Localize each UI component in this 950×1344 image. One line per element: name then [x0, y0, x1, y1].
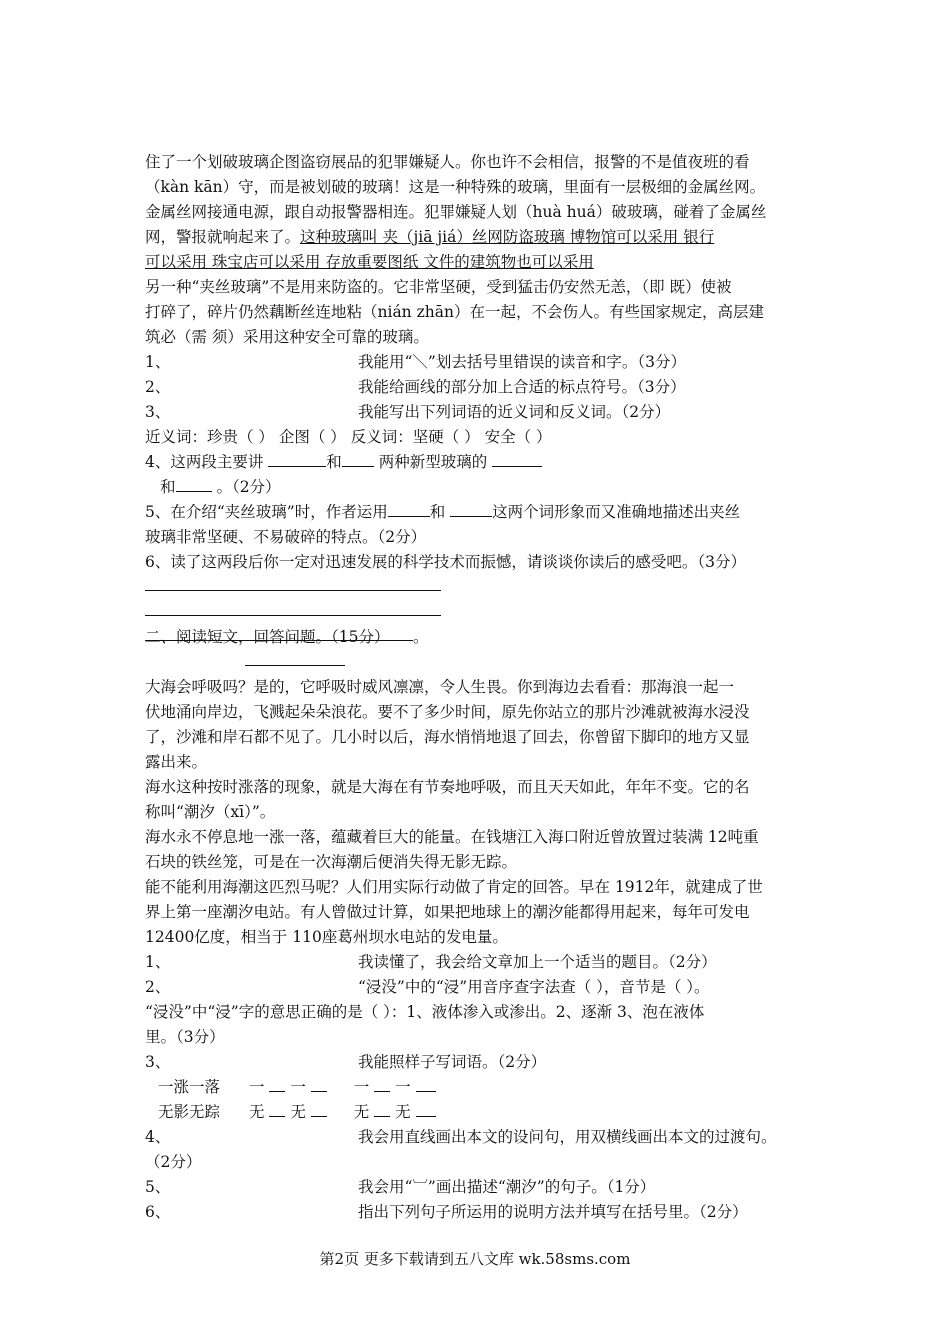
answer-blank[interactable] — [374, 1077, 390, 1092]
question-number: 3、 — [145, 1053, 171, 1071]
article-line: 12400亿度，相当于 110座葛州坝水电站的发电量。 — [145, 928, 508, 946]
passage-line: （kàn kān）守，而是被划破的玻璃！这是一种特殊的玻璃，里面有一层极细的金属丝网。 — [145, 178, 766, 196]
question-text: 我能给画线的部分加上合适的标点符号。（3分） — [358, 378, 686, 396]
passage-text: 网，警报就响起来了。 — [145, 228, 301, 246]
word-pattern-row — [158, 1077, 436, 1097]
question-text: 指出下列句子所运用的说明方法并填写在括号里。（2分） — [358, 1203, 748, 1221]
answer-blank[interactable] — [342, 452, 374, 467]
question-text: 4、这两段主要讲 — [145, 453, 269, 471]
underlined-passage: 可以采用 珠宝店可以采用 存放重要图纸 文件的建筑物也可以采用 — [145, 253, 594, 271]
question-5 — [145, 502, 740, 522]
answer-blank[interactable] — [269, 1077, 285, 1092]
question-4-cont — [160, 477, 281, 497]
question-text: 我能用“＼”划去括号里错误的读音和字。（3分） — [358, 353, 686, 371]
question-text: 我会用“︺”画出描述“潮汐”的句子。（1分） — [358, 1178, 656, 1196]
pattern-char: 无 — [353, 1103, 370, 1121]
passage-line: 打碎了，碎片仍然藕断丝连地粘（nián zhān）在一起，不会伤人。有些国家规定，高层建 — [145, 303, 764, 321]
pattern-char: 一 — [395, 1078, 411, 1096]
example-word: 无影无踪 — [158, 1103, 221, 1121]
pattern-char: 一 — [353, 1078, 370, 1096]
question-number: 2、 — [145, 378, 171, 396]
answer-blank[interactable] — [311, 1077, 327, 1092]
answer-blank[interactable] — [268, 452, 326, 467]
article-line: 称叫“潮汐（xī）”。 — [145, 803, 276, 821]
title-blank[interactable] — [245, 665, 345, 666]
synonym-antonym-line: 近义词：珍贵（ ） 企图（ ） 反义词：坚硬（ ） 安全（ ） — [145, 428, 552, 446]
pattern-char: 无 — [248, 1103, 265, 1121]
answer-blank[interactable] — [416, 1102, 436, 1117]
answer-blank[interactable] — [492, 452, 542, 467]
question-text: “浸没”中的“浸”用音序查字法查（ ），音节是（ ）。 — [358, 978, 710, 996]
question-text: （2分） — [145, 1153, 202, 1171]
question-number: 5、 — [145, 1178, 171, 1196]
question-text: 这两个词形象而又准确地描述出夹丝 — [492, 503, 741, 521]
question-text: 里。（3分） — [145, 1028, 225, 1046]
answer-blank[interactable] — [176, 477, 212, 492]
answer-blank[interactable] — [450, 502, 492, 517]
article-line: 大海会呼吸吗？是的，它呼吸时威风凛凛，令人生畏。你到海边去看看：那海浪一起一 — [145, 678, 735, 696]
question-text: 我读懂了，我会给文章加上一个适当的题目。（2分） — [358, 953, 717, 971]
answer-blank[interactable] — [269, 1102, 285, 1117]
question-text: 两种新型玻璃的 — [373, 453, 493, 471]
question-number: 2、 — [145, 978, 171, 996]
passage-line: 筑必（需 须）采用这种安全可靠的玻璃。 — [145, 328, 429, 346]
question-text: 我能写出下列词语的近义词和反义词。（2分） — [358, 403, 671, 421]
question-number: 4、 — [145, 1128, 171, 1146]
question-text: 和 — [326, 453, 342, 471]
answer-blank[interactable] — [311, 1102, 327, 1117]
article-line: 海水这种按时涨落的现象，就是大海在有节奏地呼吸，而且天天如此，年年不变。它的名 — [145, 778, 750, 796]
section-title: 二、阅读短文，回答问题。（15分） — [145, 628, 390, 646]
article-line: 露出来。 — [145, 753, 208, 771]
answer-blank[interactable] — [416, 1077, 436, 1092]
article-line: 界上第一座潮汐电站。有人曾做过计算，如果把地球上的潮汐能都得用起来，每年可发电 — [145, 903, 750, 921]
question-text: 和 — [429, 503, 451, 521]
article-line: 石块的铁丝笼，可是在一次海潮后便消失得无影无踪。 — [145, 853, 518, 871]
article-line: 了，沙滩和岸石都不见了。几小时以后，海水悄悄地退了回去，你曾留下脚印的地方又显 — [145, 728, 750, 746]
pattern-char: 一 — [290, 1078, 306, 1096]
question-text: 我会用直线画出本文的设问句，用双横线画出本文的过渡句。 — [358, 1128, 777, 1146]
example-word: 一涨一落 — [158, 1078, 221, 1096]
underlined-passage: 这种玻璃叫 夹（jiā jiá）丝网防盗玻璃 博物馆可以采用 银行 — [300, 228, 715, 246]
passage-line: 金属丝网接通电源，跟自动报警器相连。犯罪嫌疑人划（huà huá）破玻璃，碰着了金属丝 — [145, 203, 767, 221]
question-text: 5、在介绍“夹丝玻璃”时，作者运用 — [145, 503, 388, 521]
passage-line: 住了一个划破玻璃企图盗窃展品的犯罪嫌疑人。你也许不会相信，报警的不是值夜班的看 — [145, 153, 750, 171]
question-number: 3、 — [145, 403, 171, 421]
question-text: 6、读了这两段后你一定对迅速发展的科学技术而振憾，请谈谈你读后的感受吧。（3分） — [145, 553, 746, 571]
question-text: 玻璃非常坚硬、不易破碎的特点。（2分） — [145, 528, 427, 546]
question-number: 6、 — [145, 1203, 171, 1221]
question-number: 1、 — [145, 953, 171, 971]
article-line: 伏地涌向岸边，飞溅起朵朵浪花。要不了多少时间，原先你站立的那片沙滩就被海水浸没 — [145, 703, 750, 721]
question-number: 1、 — [145, 353, 171, 371]
page-footer: 第2页 更多下载请到五八文库 wk.58sms.com — [319, 1250, 631, 1268]
word-pattern-row — [158, 1102, 436, 1122]
answer-line[interactable] — [145, 615, 441, 616]
answer-line[interactable] — [145, 590, 441, 591]
pattern-char: 无 — [395, 1103, 411, 1121]
question-text: 。（2分） — [211, 478, 281, 496]
question-text: “浸没”中“浸”字的意思正确的是（ ）：1、液体渗入或渗出。2、逐渐 3、泡在液体 — [145, 1003, 705, 1021]
article-line: 能不能利用海潮这匹烈马呢？人们用实际行动做了肯定的回答。早在 1912年，就建成了世 — [145, 878, 763, 896]
passage-line — [145, 227, 714, 247]
question-text: 和 — [160, 478, 176, 496]
pattern-char: 一 — [248, 1078, 265, 1096]
passage-line: 另一种“夹丝玻璃”不是用来防盗的。它非常坚硬，受到猛击仍安然无恙，（即 既）使被 — [145, 278, 732, 296]
pattern-char: 无 — [290, 1103, 306, 1121]
period-mark: 。 — [413, 628, 429, 646]
article-line: 海水永不停息地一涨一落，蕴藏着巨大的能量。在钱塘江入海口附近曾放置过装满 12吨重 — [145, 828, 759, 846]
answer-blank[interactable] — [388, 502, 430, 517]
question-4 — [145, 452, 542, 472]
question-text: 我能照样子写词语。（2分） — [358, 1053, 547, 1071]
answer-blank[interactable] — [374, 1102, 390, 1117]
